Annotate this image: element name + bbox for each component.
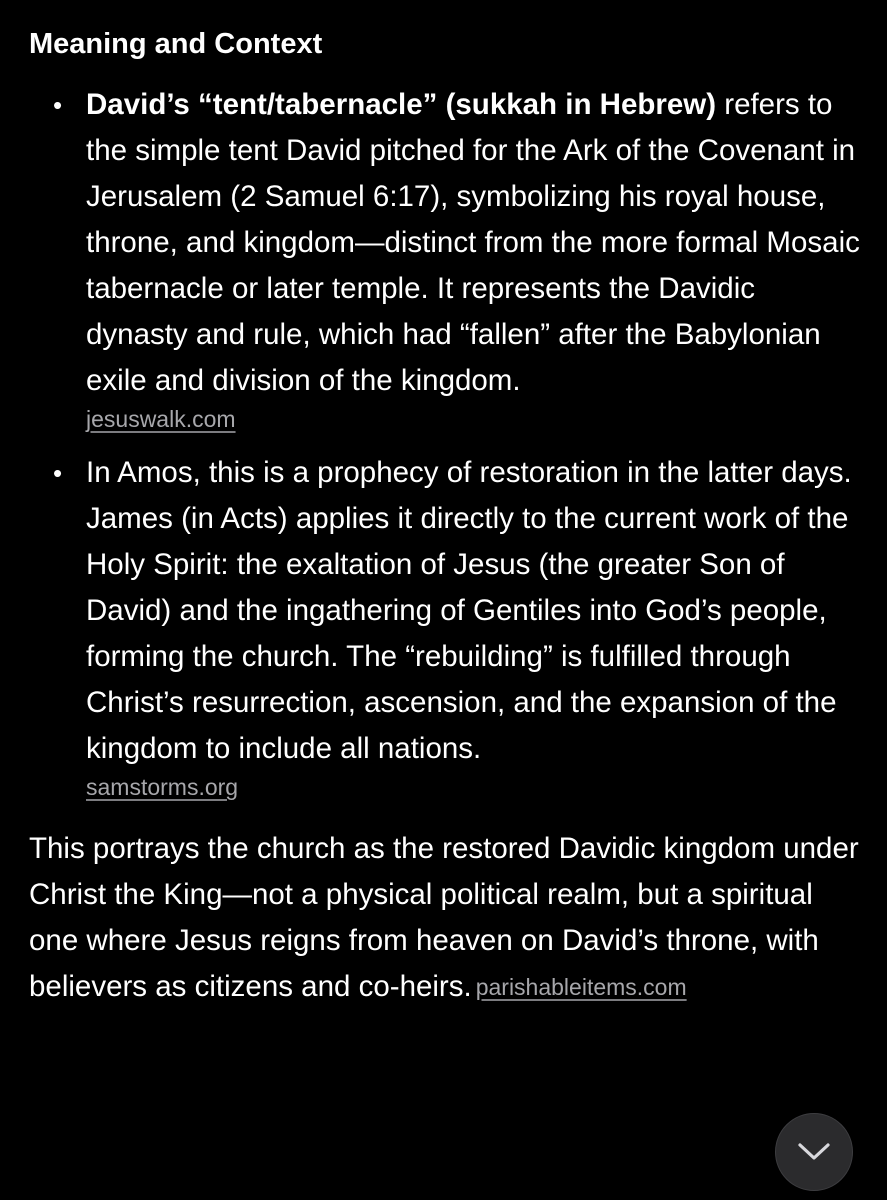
source-link-jesuswalk[interactable]: jesuswalk.com (86, 406, 236, 432)
list-item (29, 450, 861, 804)
bullet-bold-lead: David’s “tent/tabernacle” (sukkah in Hebrew) (86, 88, 717, 121)
scroll-to-bottom-button[interactable] (775, 1113, 853, 1191)
chevron-down-icon (797, 1142, 831, 1162)
bullet-text: In Amos, this is a prophecy of restoration in the latter days. James (in Acts) applies it directly to the current work of the Holy Spirit: the exaltation of Jesus (the greater Son of David) and the ingathering of Gentiles into God’s people, forming the church. The “rebuilding” is fulfilled through Christ’s resurrection, ascension, and the expansion of the kingdom to include all nations. (86, 456, 852, 765)
closing-text: This portrays the church as the restored Davidic kingdom under Christ the King—not a physical political realm, but a spiritual one where Jesus reigns from heaven on David’s throne, with believers as citizens and co-heirs. (29, 832, 859, 1003)
source-link-samstorms[interactable]: samstorms.org (86, 774, 239, 800)
bullet-list (29, 82, 861, 804)
source-link-parishableitems[interactable]: parishableitems.com (475, 974, 687, 1000)
list-item (29, 82, 861, 436)
section-heading: Meaning and Context (29, 28, 323, 60)
bullet-text: refers to the simple tent David pitched for the Ark of the Covenant in Jerusalem (2 Samuel 6:17), symbolizing his royal house, throne, and kingdom—distinct from the more formal Mosaic tabernacle or later temple. It represents the Davidic dynasty and rule, which had “fallen” after the Babylonian exile and division of the kingdom. (86, 88, 860, 397)
bullet-marker: • (53, 458, 63, 488)
bullet-marker: • (53, 90, 63, 120)
closing-paragraph (29, 826, 861, 1010)
response-content (29, 22, 861, 1010)
